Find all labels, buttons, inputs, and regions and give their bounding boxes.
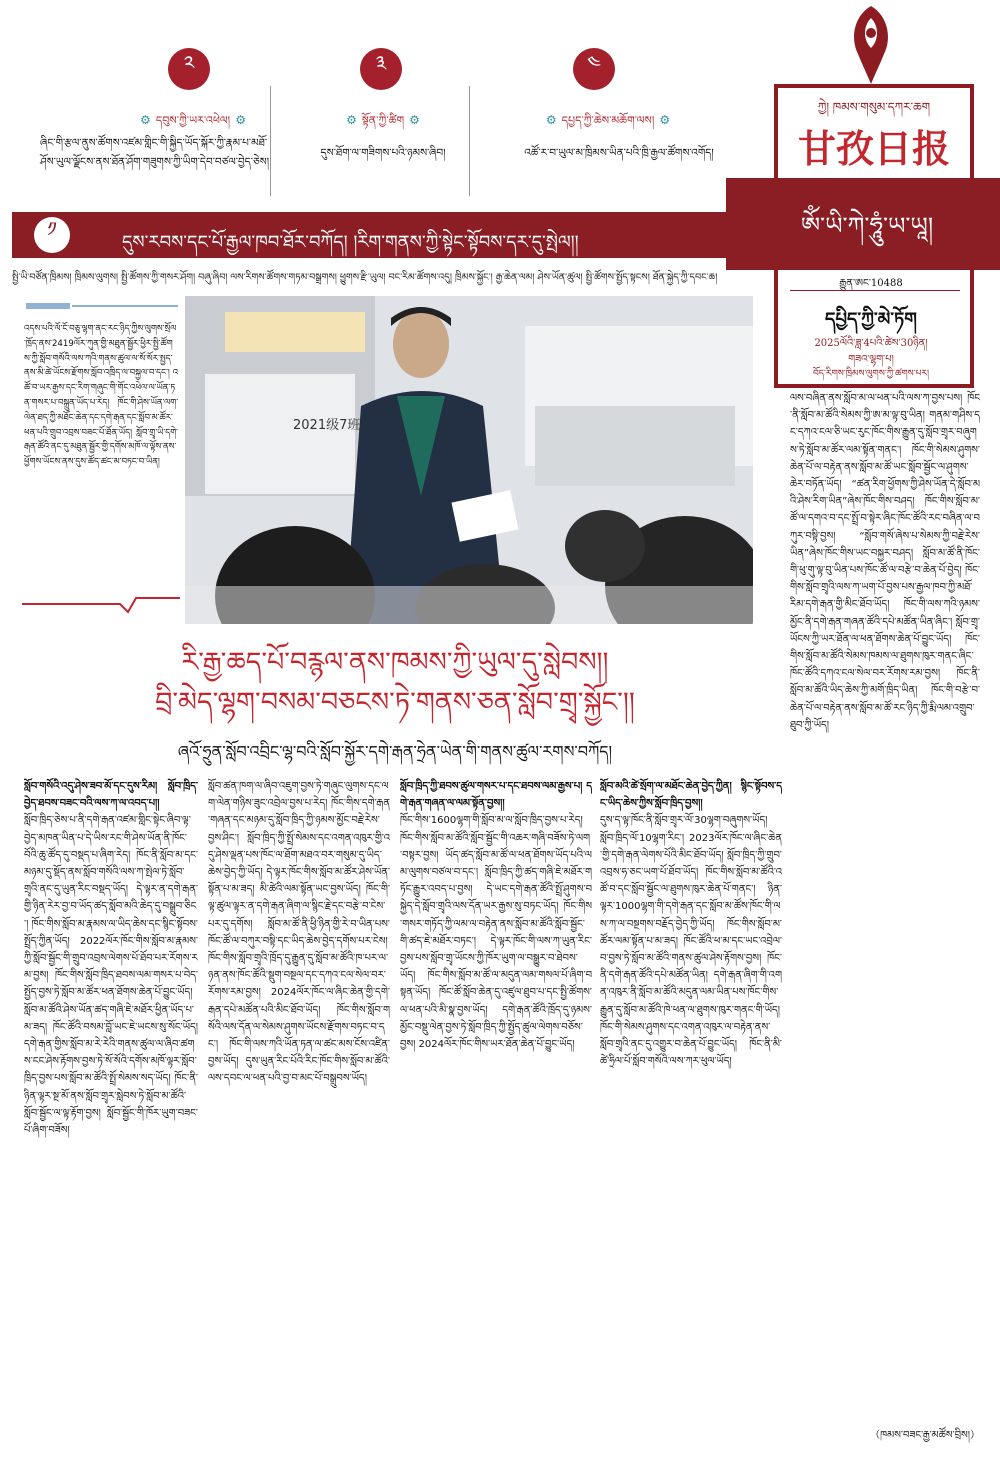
article-column-4 [600,778,782,1428]
section-number-badge [573,48,615,90]
section-tags: སྤྱི་ཡི་བཙོན་ཁྲིམས། ཁྲིམས་ལུགས། སྤྱི་ཚོགས་ཀྱི་གསར་ཤོག། བཞུ་ཞིབ། ལས་རིགས་ཚོགས་གཏམ་བསྒྲགས། ཕྱུགས་རྫི་ཡུལ། བང་རིམ་ཚོགས་འདུ། ཁྲིམས་སྐྱོང་། རྒྱ་ཆེན་ལམ། ཤེས་ཡོན་ཚུལ། སྤྱི་ཚོགས་སྤྱོད་སྟངས། ཐོན་སྐྱེད་ཀྱི་དབང་ཆ། [12,272,718,283]
classroom-photo-icon [185,296,753,624]
banner-title: དུས་རབས་དང་པོ་རྒྱལ་ཁབ་ཐོར་བཀོད། །རིག་གནས་ཀྱི་སྟེང་སྟོབས་དར་དུ་སྤེལ།། [122,232,579,253]
article-column-1 [24,778,198,1428]
section-number: ༢ [168,48,210,90]
gear-icon: ⚙ [409,113,420,127]
column-body: སློབ་ཚན་ཁག་ལ་ཞིབ་འཇུག་བྱས་ཏེ་གཞུང་ལུགས་དང་ལག་ལེན་གཉིས་ཟུང་འབྲེལ་བྱས་པ་རེད། ཁོང་གིས་དགེ་རྒན་གཞན་དང་མཉམ་དུ་སློབ་ཁྲིད་ཀྱི་ཉམས་མྱོང་བརྗེ་རེས་བྱས་ཤིང་། སློབ་ཁྲིད་ཀྱི་སྤྲོ་སེམས་དང་འགན་འཁུར་གྱི་འདུ་ཤེས་ལྡན་པས་ཁོང་ལ་ཐོག་མཐའ་བར་གསུམ་དུ་ཡིད་ཆེས་བྱེད་ཀྱི་ཡོད། དེ་ལྟར་ཁོང་གིས་སློབ་མ་ཚོར་ཤེས་ཡོན་སྟོན་པ་མ་ཟད། མི་ཚེའི་ལམ་སྟོན་ཡང་བྱས་ཡོད། ཁོང་གི་ལྟ་ཚུལ་ལྟར་ན་དགེ་རྒན་ཞིག་ལ་སྙིང་རྗེ་དང་བརྩེ་བ་ངེས་པར་དུ་དགོས། སློབ་མ་ཚོ་ནི་ཕྱི་ཉིན་གྱི་རེ་བ་ཡིན་པས་ཁོང་ཚོ་ལ་བཀུར་བསྟི་དང་ཡིད་ཆེས་བྱེད་དགོས་པར་ངེས། ཁོང་གིས་སློབ་གྲྭའི་ཁྲོད་དུ་རྒྱུན་དུ་སློབ་མ་ཚོའི་ཁ་པར་ལ་ཉན་ནས་ཁོང་ཚོའི་སྡུག་བསྔལ་དང་དཀའ་ངལ་སེལ་བར་རོགས་རམ་བྱས། 2024ལོར་ཁོང་ལ་ཞིང་ཆེན་གྱི་དགེ་རྒན་དཔེ་མཚོན་པའི་མིང་ཐོབ་ཡོད། ཁོང་གིས་སློབ་གསོའི་ལས་དོན་ལ་སེམས་ཤུགས་ཡོངས་རྫོགས་བཏང་བ་དང་། ཁོང་གི་ལས་ཀའི་ཡོན་ཏན་ལ་ཚང་མས་ངོས་འཛིན་བྱས་ཡོད། དུས་ཡུན་རིང་པོའི་རིང་ཁོང་གིས་སློབ་མ་ཚོའི་ལས་དབང་ལ་ཕན་པའི་བྱ་བ་མང་པོ་བསྒྲུབས་ཡོད། [208,781,390,1085]
gear-icon: ⚙ [140,113,151,127]
masthead-info [774,270,974,390]
gear-icon: ⚙ [659,113,671,127]
headline-line-1: རི་རྒྱ་ཆད་པོ་བརྙལ་ནས་ཁམས་ཀྱི་ཡུལ་དུ་སླེབས།། [181,647,609,678]
article-column-2 [208,778,390,1428]
article-column-5 [790,390,980,1414]
teacher-photo [185,296,753,624]
masthead-top-line: ཀྱེ། ཁམས་གསུམ་དཀར་ཆག [817,100,931,114]
column-body: དུས་ད་ལྟ་ཁོང་ནི་སློབ་གྲྭར་ལོ་30ལྷག་བཞུགས་ཡོད། སློབ་ཁྲིད་ལོ་10ལྷག་རིང་། 2023ལོར་ཁོང་ལ་ཞིང་ཆེན་གྱི་དགེ་རྒན་ལེགས་པོའི་མིང་ཐོབ་ཡོད། སློབ་ཁྲིད་ཀྱི་གྲུབ་འབྲས་ཧ་ཅང་ཡག་པོ་ཐོབ་ཡོད། ཁོང་གིས་སློབ་མ་ཚོའི་འཚོ་བ་དང་སློབ་སྦྱོང་ལ་ཐུགས་ཁུར་ཆེན་པོ་གནང་། ཉིན་ལྟར་1000ལྷག་གི་དགེ་རྒན་དང་སློབ་མ་ཚོས་ཁོང་གི་ལས་ཀ་ལ་བསྔགས་བརྗོད་བྱེད་ཀྱི་ཡོད། ཁོང་གིས་སློབ་མ་ཚོར་ལམ་སྟོན་པ་མ་ཟད། ཁོང་ཚོའི་ཕ་མ་དང་ཡང་འབྲེལ་བ་བྱས་ཏེ་སློབ་མ་ཚོའི་གནས་ཚུལ་ཤེས་རྟོགས་བྱས། ཁོང་ནི་དགེ་རྒན་ཚོའི་དཔེ་མཚོན་ཡིན། དགེ་རྒན་ཞིག་གི་འགན་འཁུར་ནི་སློབ་མ་ཚོའི་མདུན་ལམ་ཡིན་པས་ཁོང་གིས་རྒྱུན་དུ་སློབ་མ་ཚོའི་ཁེ་ཕན་ལ་ཐུགས་ཁུར་གནང་གི་ཡོད། ཁོང་གི་སེམས་ཤུགས་དང་འགན་འཁུར་ལ་བརྟེན་ནས་སློབ་གྲྭའི་ནང་དུ་འགྱུར་བ་ཆེན་པོ་བྱུང་ཡོད། ཁོང་ནི་མི་ཚེ་ཧྲིལ་པོ་སློབ་གསོའི་ལས་ཀར་ཕུལ་ཡོད། [600,815,782,1068]
publisher: བོད་རིགས་ཁྲིམས་ལུགས་ཀྱི་ཚགས་པར། [812,369,930,379]
conch-ornament-icon [836,2,906,86]
column-body: ལས་བཞིན་ནས་སློབ་མ་ལ་ཕན་པའི་ལས་ཀ་བྱས་པས། ཁོང་ནི་སློབ་མ་ཚོའི་སེམས་ཀྱི་ཨ་མ་ལྟ་བུ་ཡིན། གནམ་གཤིས་དང་དཀའ་ངལ་ཅི་ཡང་རུང་ཁོང་གིས་རྒྱུན་དུ་སློབ་གྲྭར་བཞུགས་ཏེ་སློབ་མ་ཚོར་ལམ་སྟོན་གནང་། ཁོང་གི་སེམས་ཤུགས་ཆེན་པོ་ལ་བརྟེན་ནས་སློབ་མ་ཚོ་ཡང་སློབ་སྦྱོང་ལ་ཤུགས་ཆེར་བཏོན་ཡོད། “ཚན་རིག་ཕྱོགས་ཀྱི་ཤེས་ཡོན་དེ་སློབ་མའི་ཤེས་རིག་ཡིན”ཞེས་ཁོང་གིས་བཤད། ཁོང་གིས་སློབ་མ་ཚོ་ལ་དགའ་བ་དང་སྤྲོ་བ་སྟེར་ཞིང་ཁོང་ཚོའི་རང་བཞིན་ལ་བཀུར་བསྟི་བྱས། “སློབ་གསོ་ཞེས་པ་སེམས་ཀྱི་བརྗེ་རེས་ཡིན”ཞེས་ཁོང་གིས་ཡང་བསྐྱར་བཤད། སློབ་མ་ཚོ་ནི་ཁོང་གི་ཕུ་གུ་ལྟ་བུ་ཡིན་པས་ཁོང་ཚོ་ལ་བརྩེ་བ་ཆེན་པོ་བྱེད། ཁོང་གིས་སློབ་གྲྭའི་ལས་ཀ་ཡག་པོ་བྱས་པས་རྒྱལ་ཁབ་ཀྱི་མཐོ་རིམ་དགེ་རྒན་གྱི་མིང་ཐོབ་ཡོད། ཁོང་གི་ལས་ཀའི་ཉམས་མྱོང་ནི་དགེ་རྒན་གཞན་ཚོའི་དཔེ་མཚོན་ཡིན་ཞིང་། སློབ་གྲྭ་ཡོངས་ཀྱི་ཡར་ཐོན་ལ་ཕན་ཐོགས་ཆེན་པོ་བྱུང་ཡོད། ཁོང་གིས་སློབ་མ་ཚོའི་སེམས་ཁམས་ལ་ཐུགས་ཁུར་གནང་ཞིང་ཁོང་ཚོའི་དཀའ་ངལ་སེལ་བར་རོགས་རམ་བྱས། ཁོང་ནི་སློབ་མ་ཚོའི་ཡིད་ཆེས་ཀྱི་མགོ་ཁྲིད་ཡིན། ཁོང་གི་བརྩེ་བ་ཆེན་པོ་ལ་བརྟེན་ནས་སློབ་མ་ཚོ་རང་ཉིད་ཀྱི་རྨི་ལམ་འགྲུབ་ཐུབ་ཀྱི་ཡོད། [790,393,980,731]
section-summary: དུས་ཐོག་ལ་གཟིགས་པའི་ཉམས་ཞིབ། [320,147,446,159]
photo-board-caption: 2021级7班 [293,418,361,433]
column-subhead: སློབ་གསོའི་འདུ་ཤེས་ཟབ་མོ་དང་དུས་རིམ། སློབ་ཁྲིད་བྱེད་ཐབས་བཟང་བའི་ལས་ཀ་ལ་འབད་པ།། [24,781,198,810]
masthead-tibetan-title: ཨོཾ་ཡི་ཀེ་ཧཱུཾ་ཡ་ཡཱ། [800,212,934,240]
page-banner [12,212,728,258]
gear-icon: ⚙ [545,113,557,127]
masthead-chinese-title: 甘孜日报 [797,126,950,171]
section-number-badge [168,48,210,90]
column-body: སློབ་ཁྲིད་ཅེས་པ་ནི་དགེ་རྒན་འཛམ་གླིང་སྟེང་ཞིབ་ལྟ་བྱེད་མཁན་ཡིན་པ་དེ་ཡིས་རང་གི་ཤེས་ཡོན་ནི་ཁོང་བོའི་ཆུ་ཚོད་དུ་བསྡད་པ་ཞིག་རེད། ཁོང་ནི་སློབ་མ་དང་མཉམ་དུ་སྡོད་ནས་སློབ་གསོའི་ལས་ཀ་སྤེལ་ཏེ་སློབ་གྲྭའི་ནང་དུ་ཡུན་རིང་བསྡད་ཡོད། དེ་ལྟར་ན་དགེ་རྒན་གྱི་ཉིན་རེར་བྱ་བ་ཡོད་ཚད་སློབ་མའི་ཆེད་དུ་བསྒྲུབ་ཅིང་། ཁོང་གིས་སློབ་མ་རྣམས་ལ་ཡིད་ཆེས་དང་སྙིང་སྟོབས་སྤྲོད་ཀྱིན་ཡོད། 2022ལོར་ཁོང་གིས་སློབ་མ་རྣམས་ཀྱི་སློབ་སྦྱོང་གི་གྲུབ་འབྲས་ལེགས་པོ་ཐོབ་པར་རོགས་རམ་བྱས། ཁོང་གིས་སློབ་ཁྲིད་ཐབས་ལམ་གསར་པ་བེད་སྤྱོད་བྱས་ཏེ་སློབ་མ་ཚོར་ཕན་ཐོགས་ཆེན་པོ་བྱུང་ཡོད། སློབ་མ་ཚོའི་ཤེས་ཡོན་ཚད་གཞི་ཇེ་མཐོར་ཕྱིན་ཡོད་པ་མ་ཟད། ཁོང་ཚོའི་བསམ་བློ་ཡང་ཇེ་ཡངས་སུ་སོང་ཡོད། དགེ་རྒན་གྱིས་སློབ་མ་རེ་རེའི་གནས་ཚུལ་ལ་ཞིབ་ཚགས་ངང་ཤེས་རྟོགས་བྱས་ཏེ་སོ་སོའི་དགོས་མཁོ་ལྟར་སློབ་ཁྲིད་བྱས་པས་སློབ་མ་ཚོའི་སྤྲོ་སེམས་སད་ཡོད། ཁོང་ནི་ཉིན་ལྟར་སྔ་མོ་ནས་སློབ་གྲྭར་སླེབས་ཏེ་སློབ་མ་ཚོའི་སློབ་སྦྱོང་ལ་ལྟ་རྟོག་བྱས། སློབ་སྦྱོང་གི་ཁོར་ཡུག་བཟང་པོ་ཞིག་བཟོས། [24,815,198,1137]
lead-bracket [20,596,182,614]
divider [270,86,271,196]
issue-date: 2025ལོའི་ཟླ་4པའི་ཚེས་30ཉིན། [814,338,928,349]
section-number-badge [360,48,402,90]
lead-text: འདས་པའི་ལོ་ངོ་བཅུ་ལྷག་ནང་རང་ཉིད་ཀྱིས་ལུགས་སྲོལ་ཁྲོད་ནས་2419ལོར་ཀུན་གྱི་མཐུན་སྦྱོར་ཕྱིར་སྤྱི་ཚོགས་ཀྱི་སློབ་གསོའི་ལས་ཀའི་གནས་ཚུལ་ལ་སོ་སོར་སྤྱད་ནས་མི་ཚེ་ཡོངས་རྫོགས་སློབ་འཁྲིད་ལ་བསྐྱལ་བ་དང་། འཚོ་བ་ཡར་རྒྱས་དང་རིག་གཞུང་གི་གོང་འཕེལ་ལ་ཡོན་ཏན་གསར་པ་བསྐྲུན་ཡོད་པ་རེད། ཁོང་གི་ཤེས་ཡོན་ལག་ལེན་ཐད་ཀྱི་མཐོང་ཆེན་དང་དགེ་རྒན་དང་སློབ་མ་ཚོར་ཕན་པའི་གྲུབ་འབྲས་བཟང་པོ་ཐོན་ཡོད། སློབ་གྲྭ་ཡི་དགེ་རྒན་ཚོའི་ནང་དུ་མཐུན་སྦྱོར་གྱི་དགོས་མཁོ་ལ་ལྟོས་ནས་ཕྱོགས་ཡོངས་ནས་དུས་ཚོད་ཚང་མ་བཏང་བ་ཡིན། [24,324,178,468]
article-column-3 [400,778,592,1428]
column-body: ཁོང་གིས་1600ལྷག་གི་སློབ་མ་ལ་སློབ་ཁྲིད་བྱས་པ་རེད། ཁོང་གིས་སློབ་མ་ཚོའི་སློབ་སྦྱོང་གི་འཆར་གཞི་བཟོས་ཏེ་ལག་བསྟར་བྱས། ཡོད་ཚད་སློབ་མ་ཚོ་ལ་ཕན་ཐོགས་ཡོད་པའི་ལམ་ལུགས་བཙལ་བ་དང་། སློབ་ཁྲིད་ཀྱི་ཚད་གཞི་ཇེ་མཐོར་གཏོང་རྒྱུར་འབད་པ་བྱས། དེ་ཡང་དགེ་རྒན་ཚོའི་སྤྲོ་ཤུགས་བསྐྱེད་དེ་སློབ་གྲྭའི་ལས་དོན་ཡར་རྒྱས་སུ་བཏང་ཡོད། ཁོང་གིས་གསར་གཏོད་ཀྱི་ལམ་ལ་བརྟེན་ནས་སློབ་མ་ཚོའི་སློབ་སྦྱོང་གི་ཚད་ཇེ་མཐོར་བཏང་། དེ་ལྟར་ཁོང་གི་ལས་ཀ་ཡུན་རིང་བྱས་པས་སློབ་གྲྭ་ཡོངས་ཀྱི་ཁོར་ཡུག་ལ་བསྒྱུར་བ་ཐེབས་ཡོད། ཁོང་གིས་སློབ་མ་ཚོ་ལ་མདུན་ལམ་གསལ་པོ་ཞིག་བསྟན་ཡོད། ཁོང་ཚོ་སློབ་ཆེན་དུ་འཛུལ་ཐུབ་པ་དང་སྤྱི་ཚོགས་ལ་ཕན་པའི་མི་སྣ་བྱས་ཡོད། དགེ་རྒན་ཚོའི་ཁྲོད་དུ་ཉམས་མྱོང་བསྡུ་ལེན་བྱས་ཏེ་སློབ་ཁྲིད་ཀྱི་སྤྱོད་ཚུལ་ལེགས་བཅོས་བྱས། 2024ལོར་ཁོང་གིས་ཡར་ཐོན་ཆེན་པོ་བྱུང་ཡོད། [400,815,592,1051]
section-heading[interactable]: ⚙ དབུས་ཀྱི་ཡར་འཕེལ། ⚙ [140,113,246,127]
masthead-title-block [726,178,1000,270]
divider [790,290,960,291]
column-subhead: སློབ་ཁྲིད་ཀྱི་ཐབས་ཚུལ་གསར་པ་དང་ཐབས་ལམ་རྒྱས་པ། དགེ་རྒན་གཞན་ལ་ལམ་སྟོན་བྱས།། [400,781,592,810]
section-index [18,40,758,210]
article-subtitle: ཞའོ་ཧྲུན་སློབ་འབྲིང་ལྷ་བའི་སློབ་སྐྱོར་དགེ་རྒན་ཧྲེན་ཡེན་གི་གནས་ཚུལ་རགས་བཀོད། [177,742,613,761]
section-heading[interactable]: ⚙ དཔྱད་ཀྱི་ཆེས་མཆོག་ལས། ⚙ [545,113,671,127]
section-number: ༣ [360,48,402,90]
lead-rule [72,305,178,307]
section-summary: འཚོ་ར་བ་ཡུལ་མ་ཁྲིམས་ཡིན་པའི་ཁྲི་རྒྱལ་ཚོགས་འགོད། [524,147,714,159]
column-subhead: སློབ་མའི་ཚེ་སྲོག་ལ་མཐོང་ཆེན་བྱེད་ཀྱིན། སྙིང་སྟོབས་དང་ཡིད་ཆེས་ཀྱིས་སློབ་ཁྲིད་བྱས།། [600,781,782,810]
byline: （ཁམས་བཟང་རྒྱ་མཚོས་བྲིས།） [870,1430,980,1441]
gear-icon: ⚙ [346,113,357,127]
page-number: ༡ [34,217,70,253]
lead-accent [26,303,70,309]
section-heading[interactable]: ⚙ སྟོན་ཀྱི་ཚིག ⚙ [346,113,420,127]
issue-weekday: གཟའ་ལྷག་པ། [848,354,894,365]
section-number: ༤ [573,48,615,90]
paper-name: དཔྱིད་ཀྱི་མེ་ཏོག [825,309,917,330]
section-summary: ཞིང་གི་རྩལ་ནུས་ཚོགས་འཛམ་གླིང་གི་སྐྱིད་ཡོད་སྐོར་ཀྱི་རྣམ་པ་མཐོ་ཤོས་ཡུལ་ལྗོངས་ནས་ཐོན་ཤོག་གཟུགས་ཀྱི་ཡིག་དེབ་བཙལ་བྱེད་ཅེས། [40,137,270,168]
issue-number: རྒྱུན་ཨང་10488 [839,278,903,289]
masthead-ornament [836,2,906,86]
headline-line-2: བྲི་མེད་ལྷག་བསམ་བཅངས་ཏེ་གནས་ཅན་སློབ་གྲྭ་སྐྱོང་།། [155,687,635,718]
gear-icon: ⚙ [235,113,246,127]
divider [469,86,470,196]
